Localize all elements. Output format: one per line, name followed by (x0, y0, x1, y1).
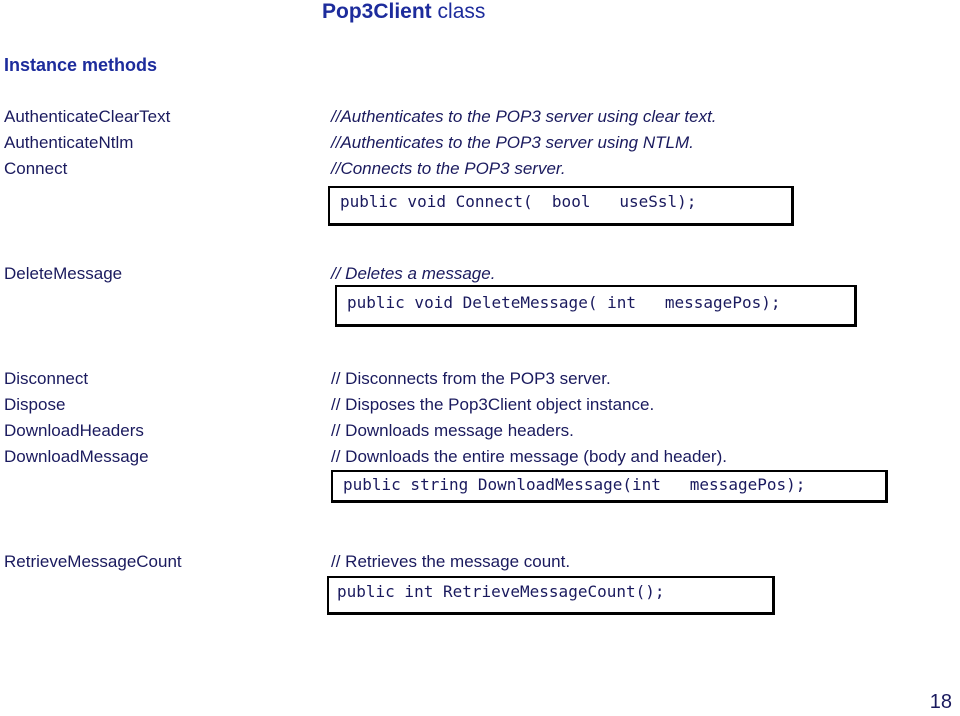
code-signature: public string DownloadMessage(int messagePos); (343, 475, 806, 494)
method-comment: // Downloads message headers. (331, 421, 574, 440)
method-comment: // Retrieves the message count. (331, 552, 571, 571)
method-comment: //Connects to the POP3 server. (331, 159, 566, 178)
method-name: Disconnect (4, 369, 89, 388)
method-comment: // Downloads the entire message (body and header). (331, 447, 727, 466)
page-title: Pop3Client class (322, 0, 486, 23)
method-name: DownloadMessage (4, 447, 149, 466)
method-name: DeleteMessage (4, 264, 123, 283)
section-heading: Instance methods (4, 55, 158, 75)
method-name: RetrieveMessageCount (4, 552, 182, 571)
page-number: 18 (929, 691, 952, 713)
code-box (331, 470, 888, 503)
method-name: AuthenticateClearText (4, 107, 171, 126)
method-comment: // Disposes the Pop3Client object instance. (331, 395, 655, 414)
method-comment: //Authenticates to the POP3 server using clear text. (331, 107, 717, 126)
method-name: Connect (4, 159, 68, 178)
code-signature: public void DeleteMessage( int messagePos); (347, 293, 781, 312)
method-comment: // Deletes a message. (331, 264, 496, 283)
method-name: Dispose (4, 395, 66, 414)
method-comment: //Authenticates to the POP3 server using NTLM. (331, 133, 694, 152)
code-box (335, 285, 857, 327)
method-name: DownloadHeaders (4, 421, 144, 440)
code-signature: public int RetrieveMessageCount(); (337, 582, 665, 601)
method-comment: // Disconnects from the POP3 server. (331, 369, 611, 388)
code-box (328, 186, 794, 226)
code-box (327, 576, 775, 615)
method-name: AuthenticateNtlm (4, 133, 134, 152)
code-signature: public void Connect( bool useSsl); (340, 192, 697, 211)
